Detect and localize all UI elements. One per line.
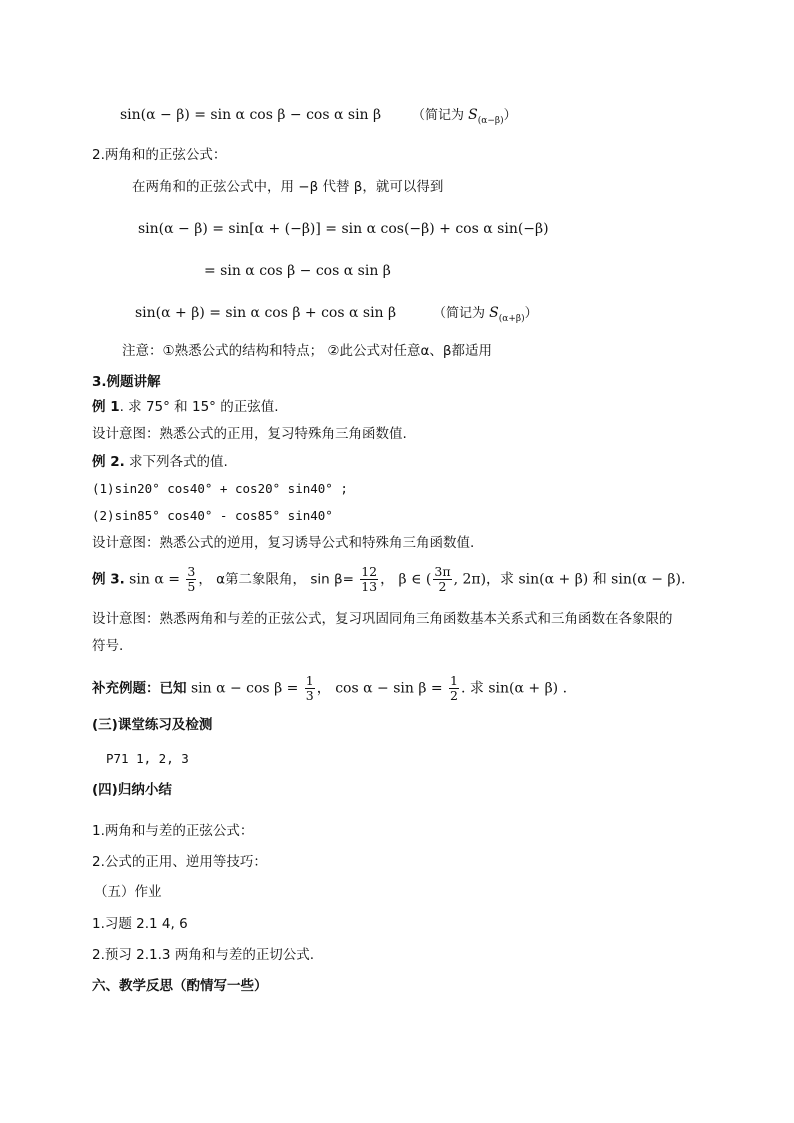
formula-note-symbol: S [468, 107, 478, 123]
formula-note-prefix: （简记为 [412, 108, 469, 123]
section-heading-practice: (三)课堂练习及检测 [92, 717, 213, 733]
fraction-denominator: 2 [450, 688, 458, 703]
fraction-numerator: 3π [434, 564, 451, 579]
example-2-label: 例 2. [92, 454, 125, 470]
fraction-denominator: 2 [438, 579, 447, 594]
section-heading-reflection: 六、教学反思（酌情写一些） [92, 978, 268, 994]
example-3-part-4: , 2π)，求 sin(α + β) 和 sin(α − β). [453, 571, 686, 588]
example-3-fraction-sin-beta [360, 565, 378, 594]
derivation-intro: 在两角和的正弦公式中，用 −β 代替 β，就可以得到 [132, 179, 444, 195]
example-3-part-2: ， α第二象限角， sin β= [198, 571, 359, 588]
supplementary-fraction-1 [305, 674, 315, 703]
derivation-line-2: = sin α cos β − cos α sin β [204, 263, 391, 279]
supplementary-part-2: ， cos α − sin β = [316, 680, 448, 697]
section-heading-examples: 3.例题讲解 [92, 374, 161, 390]
supplementary-example [92, 674, 567, 703]
example-3-part-3: ， β ∈ ( [380, 571, 432, 588]
example-3 [92, 565, 685, 594]
example-1-intent: 设计意图：熟悉公式的正用，复习特殊角三角函数值. [92, 426, 407, 442]
example-2-item-1: (1)sin20° cos40° + cos20° sin40° ; [92, 481, 348, 496]
supplementary-part-1: sin α − cos β = [186, 680, 303, 697]
formula-sum-note-prefix: （简记为 [433, 306, 490, 321]
example-2-text: 求下列各式的值. [124, 454, 228, 470]
example-3-intent-line-2: 符号. [92, 638, 124, 654]
formula-note-subscript: (α−β) [477, 116, 504, 126]
example-1-text: . 求 75° 和 15° 的正弦值. [119, 399, 279, 415]
summary-item-1: 1.两角和与差的正弦公式： [92, 823, 254, 839]
example-3-label: 例 3. [92, 571, 125, 588]
formula-sum-note-symbol: S [489, 305, 499, 321]
example-2-intent: 设计意图：熟悉公式的逆用，复习诱导公式和特殊角三角函数值. [92, 535, 475, 551]
example-3-fraction-interval [433, 565, 451, 594]
homework-item-2: 2.预习 2.1.3 两角和与差的正切公式. [92, 947, 315, 963]
fraction-numerator: 1 [450, 673, 458, 688]
example-3-intent-line-1: 设计意图：熟悉两角和与差的正弦公式，复习巩固同角三角函数基本关系式和三角函数在各象限的 [92, 611, 673, 627]
section-heading-summary: (四)归纳小结 [92, 782, 172, 798]
formula-sin-sum-text: sin(α + β) = sin α cos β + cos α sin β [135, 305, 397, 321]
example-3-fraction-sin-alpha [186, 565, 196, 594]
formula-sum-note-subscript: (α+β) [498, 314, 525, 324]
supplementary-example-label: 补充例题：已知 [92, 680, 187, 697]
fraction-numerator: 1 [305, 673, 314, 688]
supplementary-part-3: . 求 sin(α + β) . [461, 680, 568, 697]
fraction-numerator: 12 [361, 564, 378, 579]
formula-sin-difference-text: sin(α − β) = sin α cos β − cos α sin β [120, 107, 382, 123]
formula-sin-sum [135, 304, 538, 328]
example-2 [92, 453, 228, 471]
section-heading-sum-formula: 2.两角和的正弦公式： [92, 147, 227, 163]
fraction-denominator: 13 [361, 579, 378, 594]
example-1-label: 例 1 [92, 399, 120, 415]
formula-sin-difference [120, 106, 517, 130]
section-heading-homework: （五）作业 [94, 884, 162, 900]
fraction-denominator: 3 [305, 688, 314, 703]
fraction-numerator: 3 [187, 564, 196, 579]
example-2-item-2: (2)sin85° cos40° - cos85° sin40° [92, 508, 333, 523]
homework-item-1: 1.习题 2.1 4, 6 [92, 916, 188, 932]
summary-item-2: 2.公式的正用、逆用等技巧： [92, 854, 267, 870]
example-1 [92, 398, 279, 416]
formula-sum-note-suffix: ） [524, 306, 538, 321]
fraction-denominator: 5 [187, 579, 196, 594]
example-3-part-1: sin α = [124, 571, 185, 588]
derivation-line-1: sin(α − β) = sin[α + (−β)] = sin α cos(−β) + cos α sin(−β) [138, 221, 549, 237]
formula-note-suffix: ） [503, 108, 517, 123]
practice-items: P71 1, 2, 3 [106, 751, 189, 766]
supplementary-fraction-2 [449, 674, 459, 703]
attention-note: 注意：①熟悉公式的结构和特点； ②此公式对任意α、β都适用 [122, 343, 493, 359]
